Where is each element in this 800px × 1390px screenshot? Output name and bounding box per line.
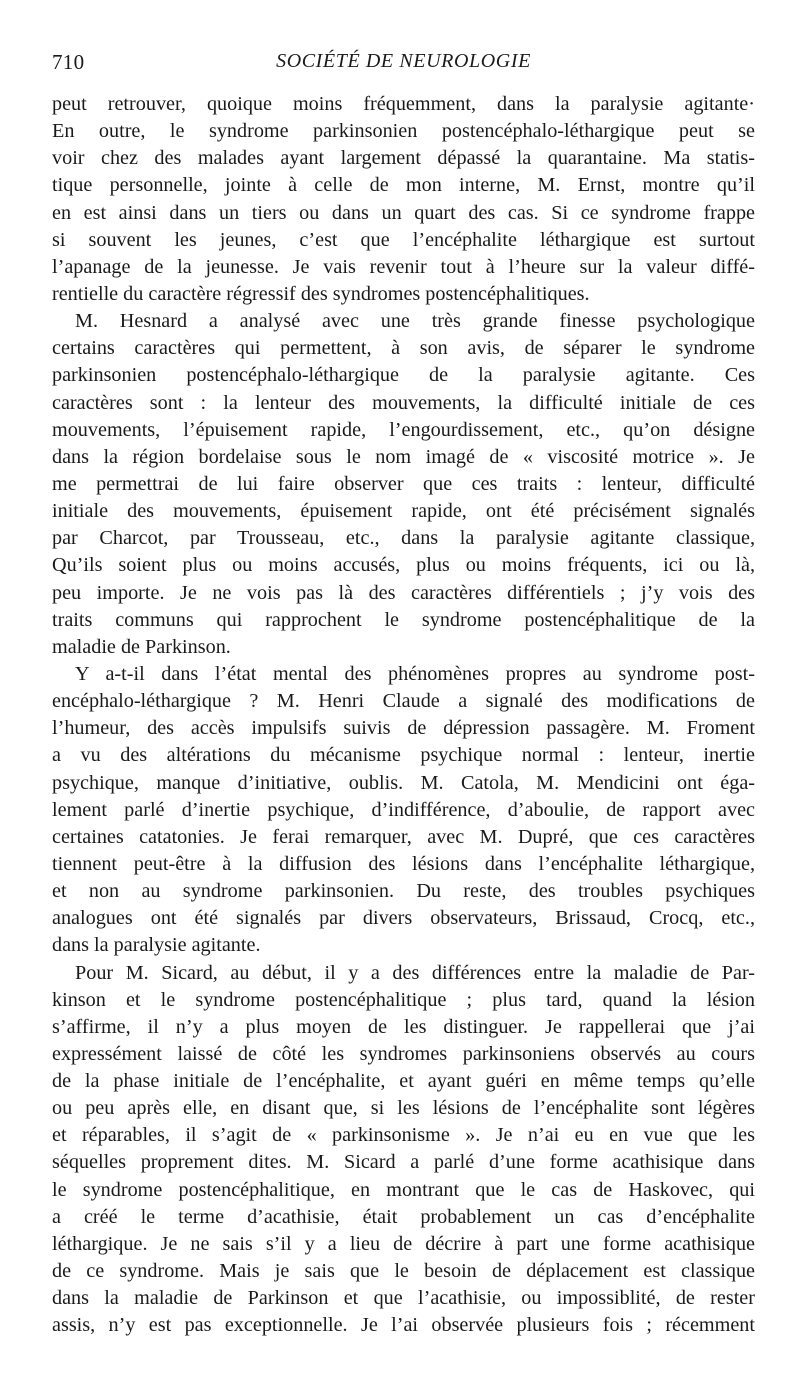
text-line: rentielle du caractère régressif des syndromes postencéphalitiques. bbox=[52, 282, 590, 305]
text-line: encéphalo-léthargique ? M. Henri Claude a signalé des modifications de bbox=[52, 690, 755, 713]
text-line: en est ainsi dans un tiers ou dans un quart des cas. Si ce syndrome frappe bbox=[52, 201, 755, 224]
text-line: caractères sont : la lenteur des mouvements, la difficulté initiale de ces bbox=[52, 391, 755, 414]
text-line: et non au syndrome parkinsonien. Du reste, des troubles psychiques bbox=[52, 880, 755, 903]
text-line: léthargique. Je ne sais s’il y a lieu de décrire à part une forme acathisique bbox=[52, 1232, 755, 1255]
text-line: Qu’ils soient plus ou moins accusés, plus ou moins fréquents, ici ou là, bbox=[52, 554, 755, 577]
text-line: assis, n’y est pas exceptionnelle. Je l’ai observée plusieurs fois ; récemment bbox=[52, 1314, 755, 1337]
text-line: ou peu après elle, en disant que, si les lésions de l’encéphalite sont légères bbox=[52, 1097, 755, 1120]
text-line: Pour M. Sicard, au début, il y a des différences entre la maladie de Par- bbox=[75, 961, 755, 984]
text-line: dans la région bordelaise sous le nom imagé de « viscosité motrice ». Je bbox=[52, 445, 755, 468]
text-line: tiennent peut-être à la diffusion des lésions dans l’encéphalite léthargique, bbox=[52, 852, 755, 875]
text-line: dans la paralysie agitante. bbox=[52, 934, 261, 957]
text-line: l’humeur, des accès impulsifs suivis de dépression passagère. M. Froment bbox=[52, 717, 755, 740]
text-line: séquelles proprement dites. M. Sicard a parlé d’une forme acathisique dans bbox=[52, 1151, 755, 1174]
text-line: analogues ont été signalés par divers observateurs, Brissaud, Crocq, etc., bbox=[52, 907, 755, 930]
text-line: voir chez des malades ayant largement dépassé la quarantaine. Ma statis- bbox=[52, 147, 755, 170]
text-line: expressément laissé de côté les syndromes parkinsoniens observés au cours bbox=[52, 1042, 755, 1065]
body-text bbox=[52, 91, 755, 1339]
text-line: kinson et le syndrome postencéphalitique ; plus tard, quand la lésion bbox=[52, 988, 755, 1011]
text-line: parkinsonien postencéphalo-léthargique de la paralysie agitante. Ces bbox=[52, 364, 755, 387]
text-line: En outre, le syndrome parkinsonien postencéphalo-léthargique peut se bbox=[52, 120, 755, 143]
text-line: par Charcot, par Trousseau, etc., dans la paralysie agitante classique, bbox=[52, 527, 755, 550]
running-head bbox=[52, 50, 755, 80]
page-number: 710 bbox=[52, 50, 85, 74]
journal-title: SOCIÉTÉ DE NEUROLOGIE bbox=[276, 50, 531, 72]
text-line: le syndrome postencéphalitique, en montrant que le cas de Haskovec, qui bbox=[52, 1178, 755, 1201]
text-line: peut retrouver, quoique moins fréquemment, dans la paralysie agitante· bbox=[52, 93, 755, 115]
text-line: l’apanage de la jeunesse. Je vais revenir tout à l’heure sur la valeur diffé- bbox=[52, 255, 755, 278]
text-line: psychique, manque d’initiative, oublis. M. Catola, M. Mendicini ont éga- bbox=[52, 771, 755, 794]
text-line: dans la maladie de Parkinson et que l’acathisie, ou impossiblité, de rester bbox=[52, 1287, 755, 1310]
text-line: mouvements, l’épuisement rapide, l’engourdissement, etc., qu’on désigne bbox=[52, 418, 755, 441]
text-line: certains caractères qui permettent, à son avis, de séparer le syndrome bbox=[52, 337, 755, 360]
text-line: me permettrai de lui faire observer que ces traits : lenteur, difficulté bbox=[52, 472, 755, 495]
text-line: traits communs qui rapprochent le syndrome postencéphalitique de la bbox=[52, 608, 755, 631]
text-line: s’affirme, il n’y a plus moyen de les distinguer. Je rappellerai que j’ai bbox=[52, 1015, 755, 1038]
text-line: initiale des mouvements, épuisement rapide, ont été précisément signalés bbox=[52, 500, 755, 523]
text-line: a vu des altérations du mécanisme psychique normal : lenteur, inertie bbox=[52, 744, 755, 767]
text-line: Y a-t-il dans l’état mental des phénomènes propres au syndrome post- bbox=[75, 662, 755, 685]
text-line: tique personnelle, jointe à celle de mon interne, M. Ernst, montre qu’il bbox=[52, 174, 755, 197]
text-line: certaines catatonies. Je ferai remarquer, avec M. Dupré, que ces caractères bbox=[52, 825, 755, 848]
text-line: lement parlé d’inertie psychique, d’indifférence, d’aboulie, de rapport avec bbox=[52, 798, 755, 821]
text-line: M. Hesnard a analysé avec une très grande finesse psychologique bbox=[75, 310, 755, 333]
text-line: de la phase initiale de l’encéphalite, et ayant guéri en même temps qu’elle bbox=[52, 1070, 755, 1093]
text-line: maladie de Parkinson. bbox=[52, 635, 231, 658]
text-line: peu importe. Je ne vois pas là des caractères différentiels ; j’y vois des bbox=[52, 581, 755, 604]
text-line: si souvent les jeunes, c’est que l’encéphalite léthargique est surtout bbox=[52, 228, 755, 251]
text-line: a créé le terme d’acathisie, était probablement un cas d’encéphalite bbox=[52, 1205, 755, 1228]
text-line: et réparables, il s’agit de « parkinsonisme ». Je n’ai eu en vue que les bbox=[52, 1124, 755, 1147]
text-line: de ce syndrome. Mais je sais que le besoin de déplacement est classique bbox=[52, 1260, 755, 1283]
